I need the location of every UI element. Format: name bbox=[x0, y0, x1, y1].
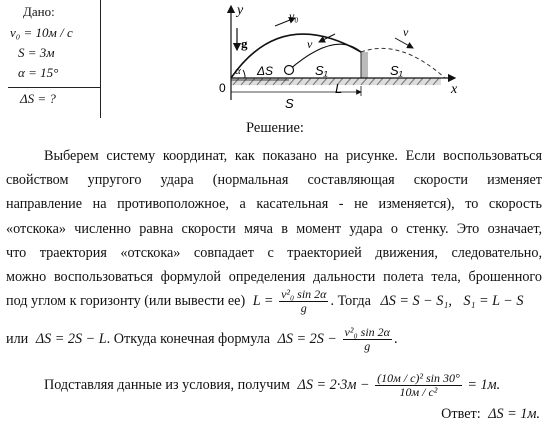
substitution-line bbox=[44, 372, 500, 399]
given-find: ΔS = ? bbox=[20, 91, 56, 106]
origin-label: 0 bbox=[219, 81, 226, 95]
mirrored-trajectory bbox=[361, 48, 445, 78]
velocity-v-mid-arrow bbox=[319, 34, 335, 42]
formula-range-denominator: g bbox=[300, 301, 307, 315]
formula-subst-numerator: (10м / с)² sin 30° bbox=[377, 371, 460, 385]
formula-final-fraction bbox=[343, 326, 392, 353]
given-title: Дано: bbox=[23, 4, 55, 19]
velocity-v-right-arrow bbox=[395, 38, 413, 48]
para-line-8-or: или bbox=[6, 330, 29, 347]
given-v0: v₀ = 10м / с bbox=[10, 25, 73, 40]
formula-subst-denominator: 10м / с² bbox=[399, 385, 438, 399]
given-s: S = 3м bbox=[18, 45, 55, 60]
v-mid-label: v bbox=[307, 37, 313, 51]
formula-subst-fraction bbox=[375, 372, 462, 399]
v-right-label: v bbox=[403, 25, 409, 39]
para-line-5: что траектория «отскока» совпадает с траекторией движения, следовательно, bbox=[6, 244, 542, 261]
delta-s-label: ΔS bbox=[257, 64, 274, 78]
para-line-6: можно воспользоваться формулой определения дальности полета тела, брошенного bbox=[6, 269, 542, 286]
given-vertical-divider bbox=[100, 0, 101, 118]
para-line-3: направление на противоположное, а касательная - не изменяется), то скорость bbox=[6, 196, 542, 213]
para-line-2: свойством упругого удара (нормальная составляющая скорости изменяет bbox=[6, 172, 542, 189]
para-line-7-text: под углом к горизонту (или вывести ее) bbox=[6, 292, 246, 309]
formula-s1: S₁ = L − S bbox=[463, 292, 524, 309]
l-label: L bbox=[335, 81, 343, 96]
para-line-1: Выберем систему координат, как показано на рисунке. Если воспользоваться bbox=[44, 148, 542, 164]
s-label: S bbox=[285, 96, 294, 111]
para-line-8-text: . Откуда конечная формула bbox=[106, 330, 271, 347]
answer-label: Ответ: bbox=[441, 406, 481, 422]
formula-subst-rhs: = 1м. bbox=[467, 376, 501, 393]
substitution-text: Подставляя данные из условия, получим bbox=[44, 376, 290, 393]
para-line-8: или ΔS = 2S − L. Откуда конечная формула ΔS = 2S − $\frac{\text{v²₀ sin 2α}}{g}$ . bbox=[6, 325, 398, 353]
formula-final-numerator: v²₀ sin 2α bbox=[344, 325, 390, 339]
formula-range-lhs: L = bbox=[252, 292, 274, 309]
s1-left-label: S₁ bbox=[315, 63, 328, 78]
formula-final-denominator: g bbox=[364, 339, 371, 353]
formula-range-fraction bbox=[279, 288, 328, 315]
formula-final-lhs: ΔS = 2S − bbox=[277, 330, 337, 347]
given-alpha: α = 15° bbox=[18, 65, 59, 80]
answer-value: ΔS = 1м. bbox=[488, 406, 540, 422]
alpha-label: α bbox=[235, 65, 241, 77]
solution-paragraph bbox=[6, 144, 542, 289]
gravity-label: g bbox=[241, 36, 248, 51]
x-axis-label: x bbox=[451, 82, 458, 97]
ball bbox=[285, 66, 294, 75]
angle-arc bbox=[243, 70, 245, 78]
y-axis-label: y bbox=[237, 3, 244, 18]
v0-label: v₀ bbox=[289, 9, 299, 23]
wall bbox=[361, 52, 368, 78]
formula-delta-s-2: ΔS = 2S − L bbox=[35, 330, 107, 347]
s1-right-label: S₁ bbox=[390, 63, 403, 78]
formula-range-numerator: v²₀ sin 2α bbox=[281, 287, 327, 301]
para-line-7-then: . Тогда bbox=[330, 292, 371, 309]
formula-subst-lhs: ΔS = 2·3м − bbox=[297, 376, 370, 393]
flight-trajectory bbox=[231, 34, 361, 78]
para-line-7 bbox=[6, 288, 524, 315]
given-divider bbox=[8, 87, 100, 88]
trajectory-figure bbox=[215, 0, 465, 115]
solution-heading: Решение: bbox=[246, 120, 304, 136]
formula-delta-s: ΔS = S − S₁, bbox=[380, 292, 452, 309]
para-line-4: «отскока» численно равна скорости мяча в момент удара о стенку. Это означает, bbox=[6, 220, 542, 237]
answer-line bbox=[441, 406, 540, 423]
